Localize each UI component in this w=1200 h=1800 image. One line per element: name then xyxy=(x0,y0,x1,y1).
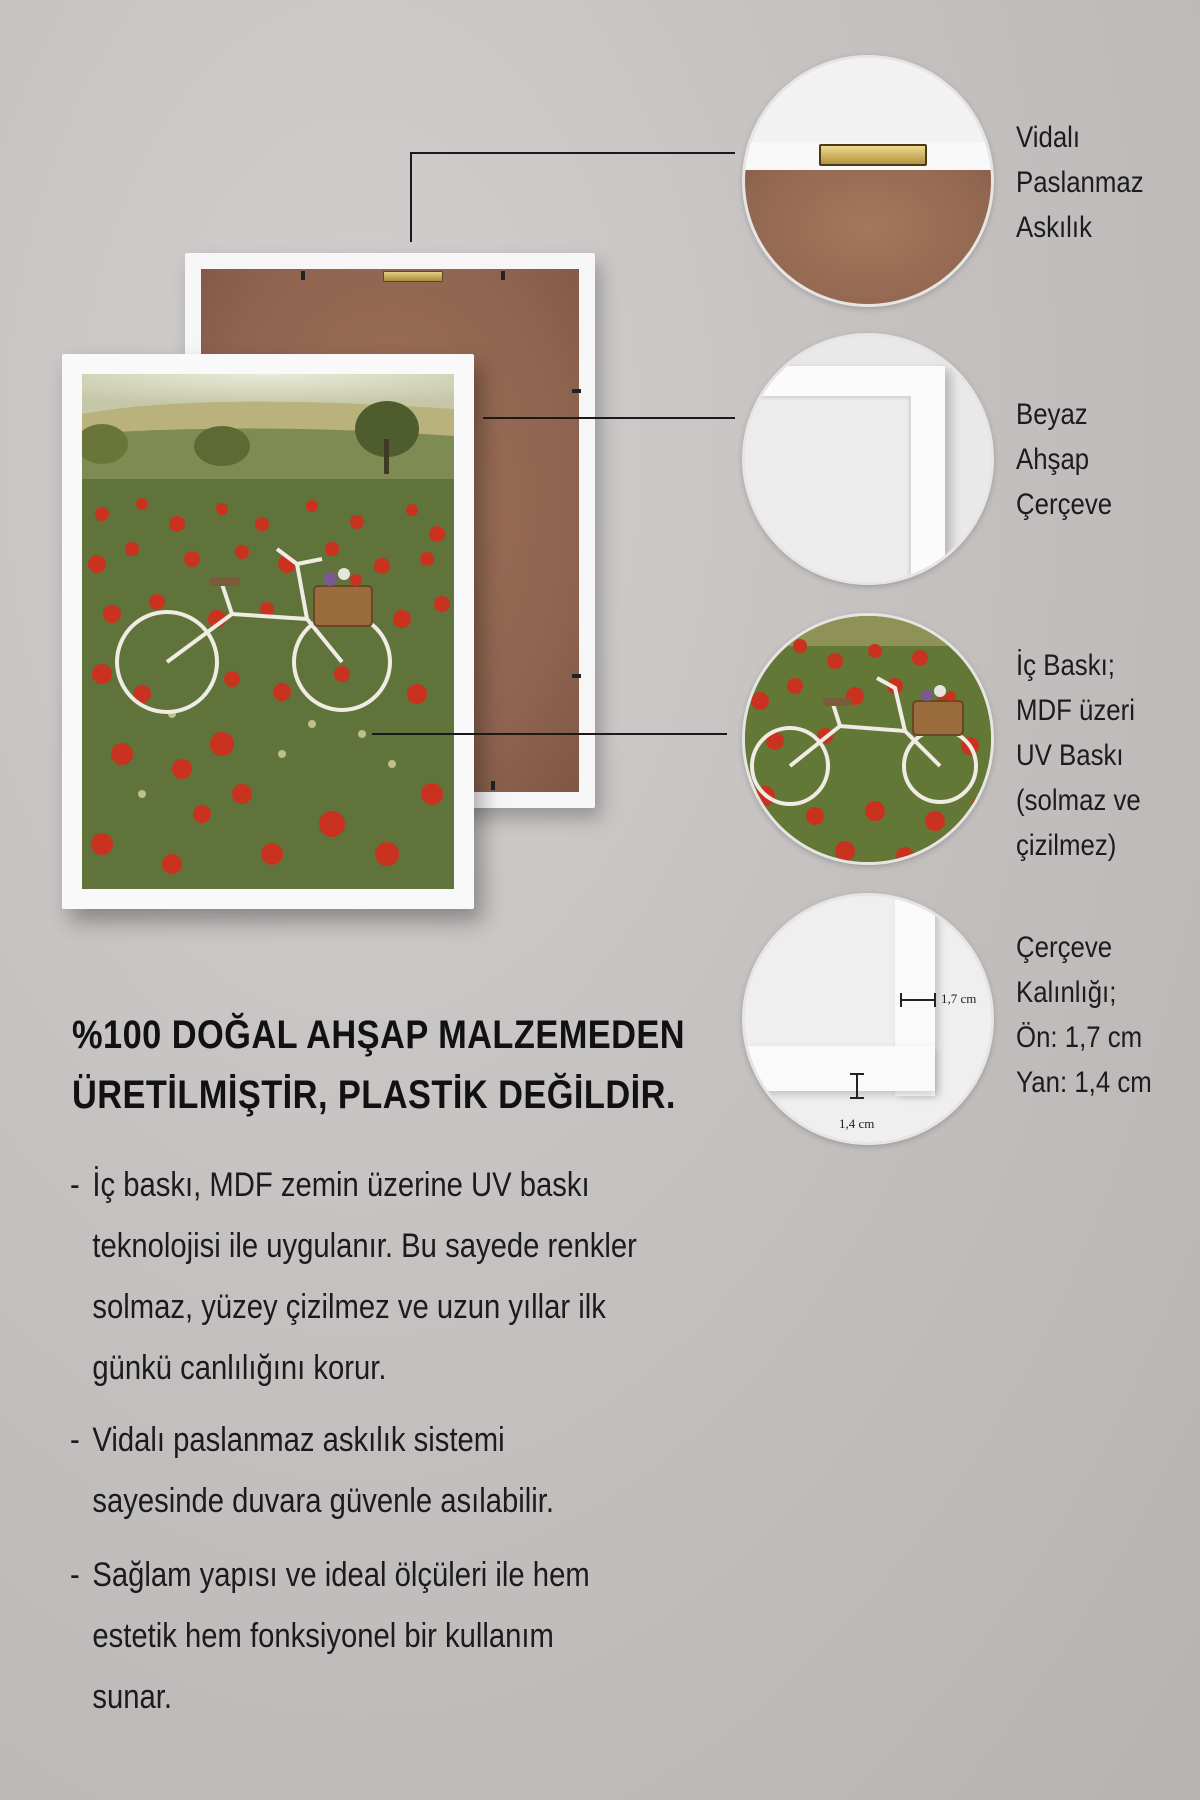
clip-icon xyxy=(572,674,581,678)
label-line: Beyaz xyxy=(1016,398,1088,431)
headline-line: ÜRETİLMİŞTİR, PLASTİK DEĞİLDİR. xyxy=(72,1073,676,1117)
mdf-back-board xyxy=(745,170,991,307)
bullet-line: Sağlam yapısı ve ideal ölçüleri ile hem xyxy=(92,1556,590,1594)
bullet-line: sayesinde duvara güvenle asılabilir. xyxy=(92,1482,554,1520)
hanger-icon xyxy=(819,144,927,166)
dimension-side-label: 1,4 cm xyxy=(839,1116,875,1131)
callout-line-hanger xyxy=(410,152,735,154)
clip-icon xyxy=(301,271,305,280)
bicycle-illustration xyxy=(82,374,454,889)
label-hanger xyxy=(1016,115,1144,250)
label-line: Ahşap xyxy=(1016,443,1090,476)
label-line: çizilmez) xyxy=(1016,829,1117,862)
bullet-dash: - xyxy=(70,1421,80,1459)
label-line: (solmaz ve xyxy=(1016,784,1141,817)
label-line: Yan: 1,4 cm xyxy=(1016,1066,1152,1099)
label-thickness xyxy=(1016,925,1152,1105)
bullet-line: teknolojisi ile uygulanır. Bu sayede renkler xyxy=(92,1227,637,1265)
frame-side-edge xyxy=(745,1046,935,1091)
bullet-line: İç baskı, MDF zemin üzerine UV baskı xyxy=(92,1166,590,1204)
dimension-front-label: 1,7 cm xyxy=(941,991,977,1006)
headline xyxy=(72,1005,685,1125)
label-line: Kalınlığı; xyxy=(1016,976,1117,1009)
clip-icon xyxy=(572,389,581,393)
bullet-item xyxy=(70,1545,590,1728)
callout-line-hanger xyxy=(410,152,412,242)
bicycle-illustration xyxy=(745,616,991,862)
label-line: Askılık xyxy=(1016,211,1092,244)
callout-line-frame xyxy=(483,417,735,419)
frame-corner-inner xyxy=(745,396,911,585)
label-line: İç Baskı; xyxy=(1016,649,1115,682)
artwork-poppy-field xyxy=(82,374,454,889)
label-print xyxy=(1016,643,1141,868)
dimension-line xyxy=(850,1097,864,1099)
label-line: Vidalı xyxy=(1016,121,1081,154)
detail-thickness xyxy=(742,893,994,1145)
dimension-line xyxy=(900,993,902,1007)
label-line: UV Baskı xyxy=(1016,739,1124,772)
clip-icon xyxy=(501,271,505,280)
hanger-icon xyxy=(383,271,443,282)
bullet-item xyxy=(70,1155,637,1399)
label-line: Ön: 1,7 cm xyxy=(1016,1021,1143,1054)
label-line: Çerçeve xyxy=(1016,488,1113,521)
bullet-line: günkü canlılığını korur. xyxy=(92,1349,387,1387)
bullet-line: estetik hem fonksiyonel bir kullanım xyxy=(92,1617,554,1655)
label-frame xyxy=(1016,392,1112,527)
bullet-line: Vidalı paslanmaz askılık sistemi xyxy=(92,1421,505,1459)
bullet-dash: - xyxy=(70,1166,80,1204)
dimension-line xyxy=(850,1073,864,1075)
callout-line-print xyxy=(372,733,727,735)
headline-line: %100 DOĞAL AHŞAP MALZEMEDEN xyxy=(72,1013,686,1057)
detail-hanger xyxy=(742,55,994,307)
clip-icon xyxy=(491,781,495,790)
dimension-line xyxy=(934,993,936,1007)
bullet-dash: - xyxy=(70,1556,80,1594)
dimension-line xyxy=(900,999,936,1001)
detail-print xyxy=(742,613,994,865)
label-line: Paslanmaz xyxy=(1016,166,1144,199)
bullet-line: solmaz, yüzey çizilmez ve uzun yıllar ilk xyxy=(92,1288,606,1326)
bullet-item xyxy=(70,1410,554,1532)
bullet-line: sunar. xyxy=(92,1678,173,1716)
frame-front-view xyxy=(62,354,474,909)
label-line: MDF üzeri xyxy=(1016,694,1135,727)
dimension-line xyxy=(856,1073,858,1099)
label-line: Çerçeve xyxy=(1016,931,1113,964)
detail-frame-corner xyxy=(742,333,994,585)
